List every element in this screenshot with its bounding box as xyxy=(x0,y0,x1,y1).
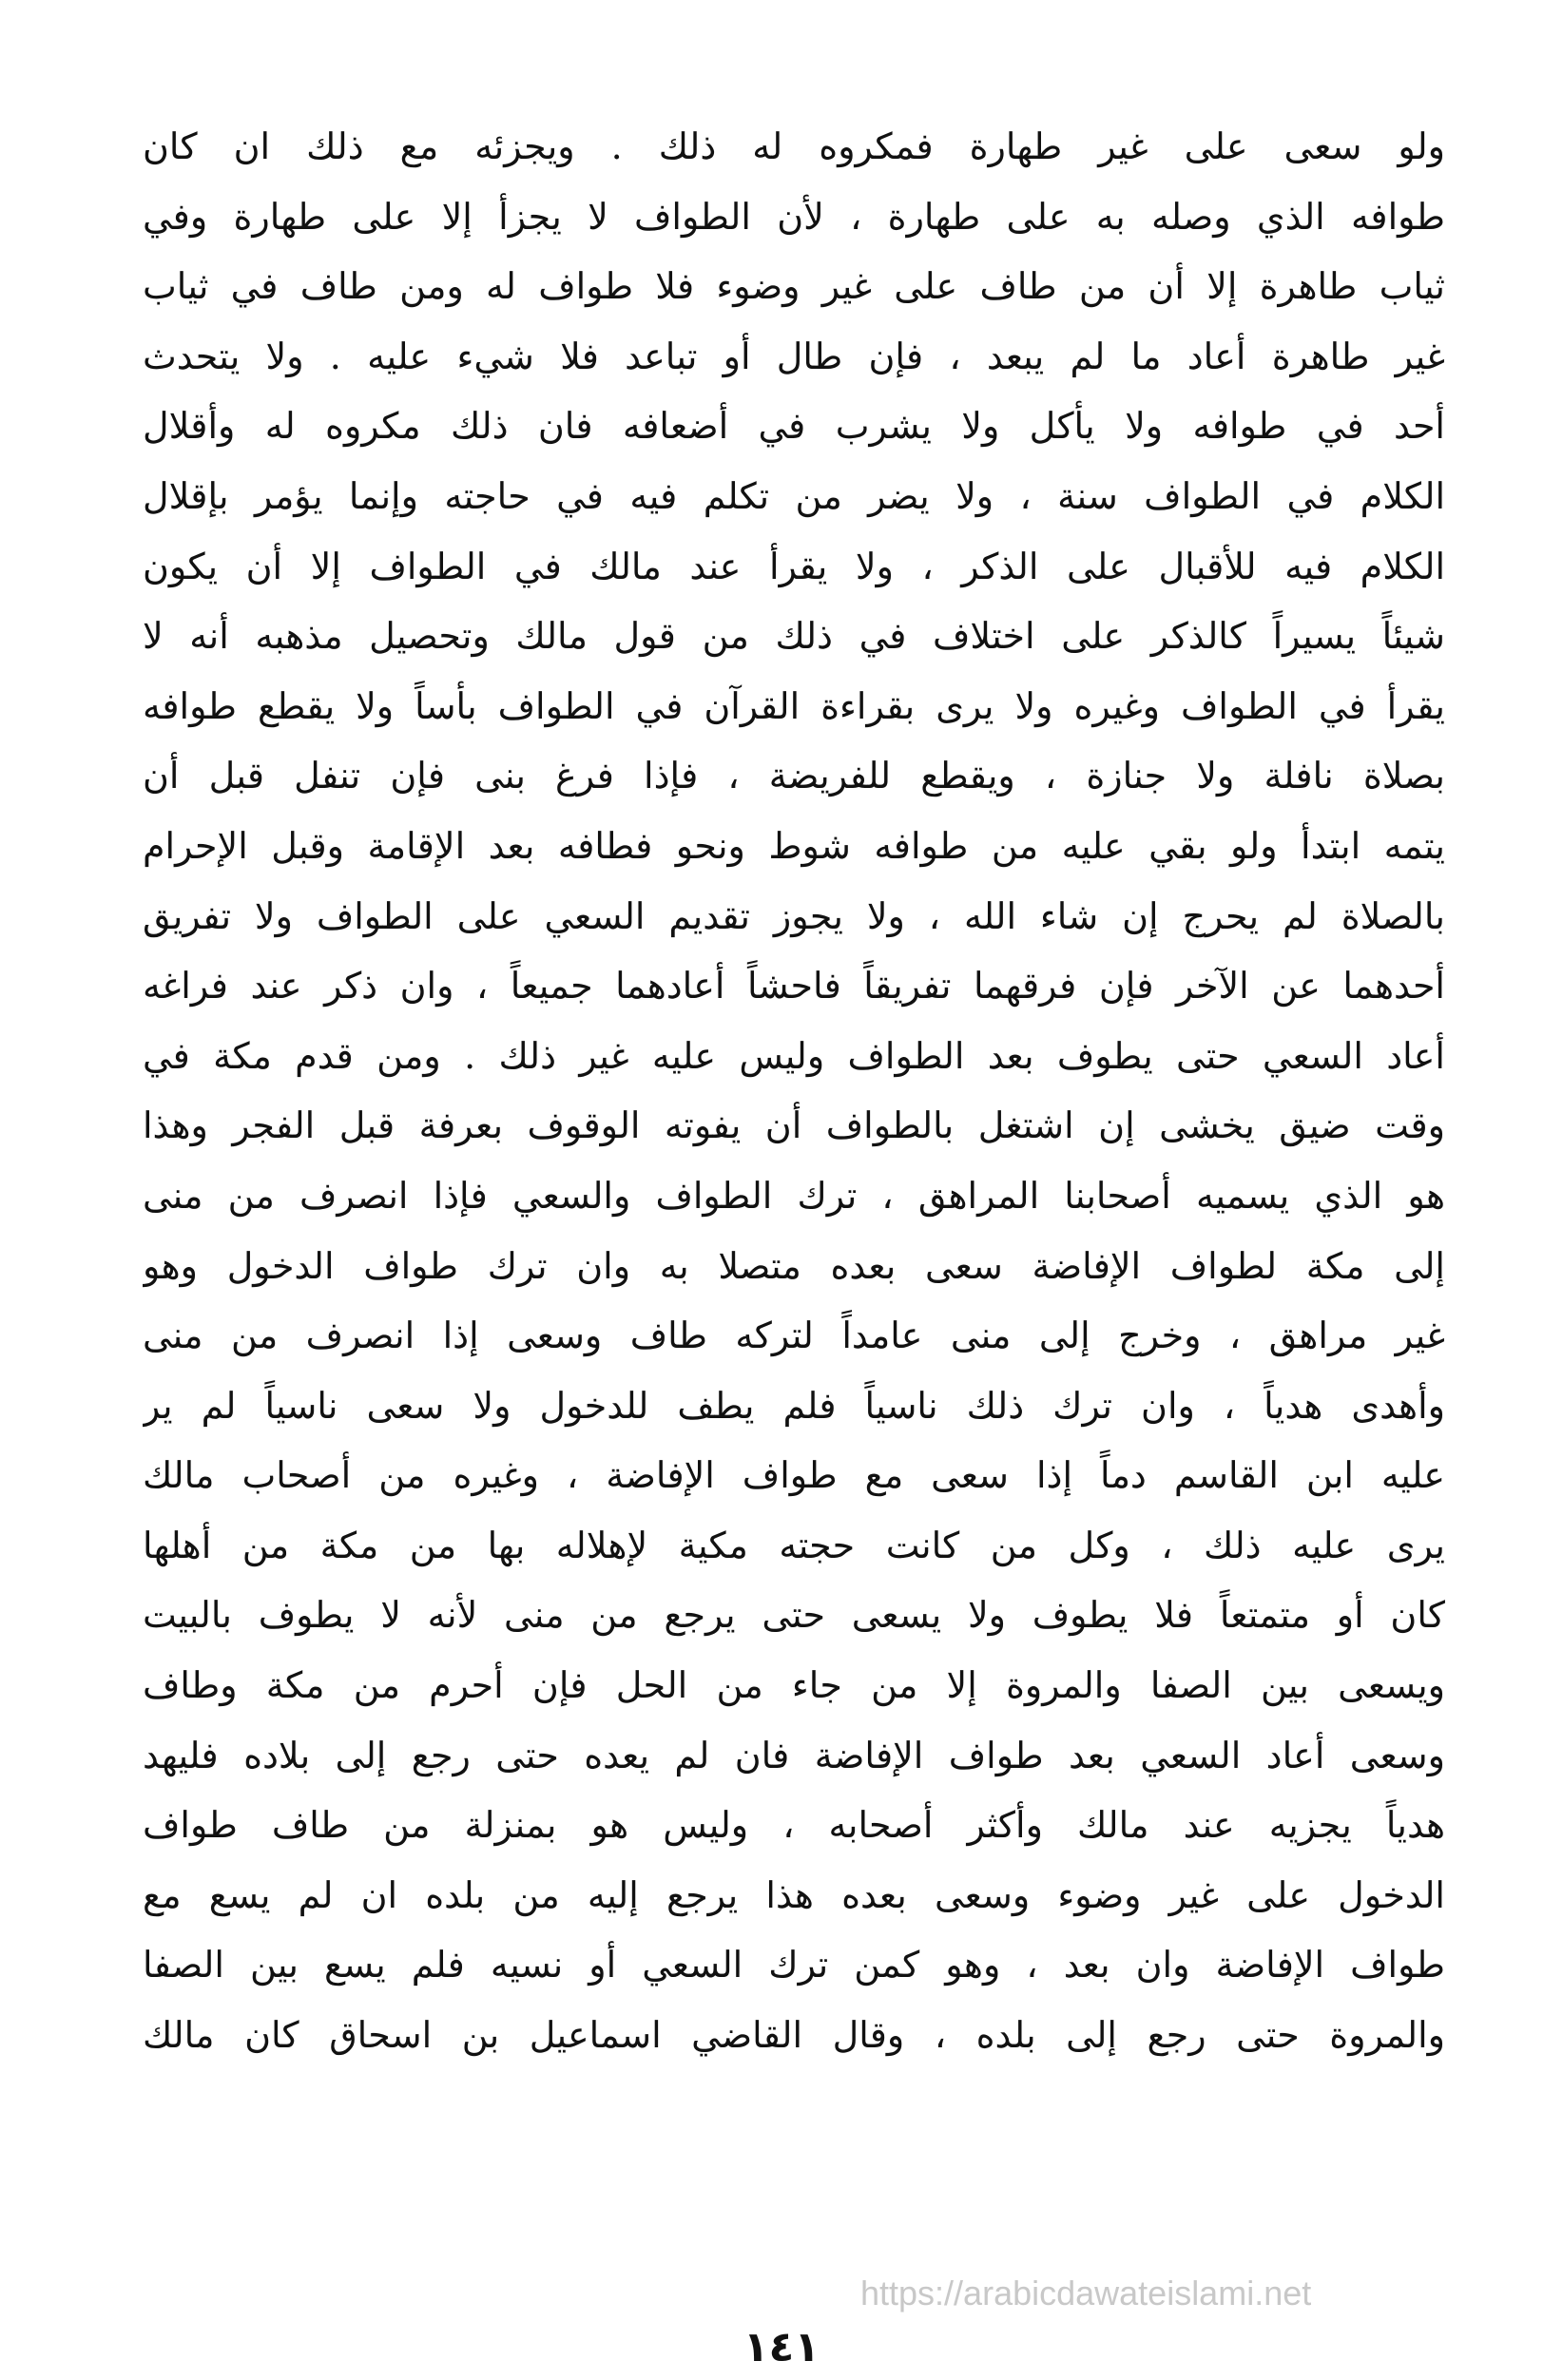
text-line: غير مراهق ، وخرج إلى منى عامداً لتركه طاف وسعى إذا انصرف من منى xyxy=(143,1315,1445,1357)
text-line: بصلاة نافلة ولا جنازة ، ويقطع للفريضة ، فإذا فرغ بنى فإن تنفل قبل أن xyxy=(143,755,1445,797)
text-line: شيئاً يسيراً كالذكر على اختلاف في ذلك من قول مالك وتحصيل مذهبه أنه لا xyxy=(143,615,1445,658)
text-line: وأهدى هدياً ، وان ترك ذلك ناسياً فلم يطف للدخول ولا سعى ناسياً لم ير xyxy=(143,1384,1445,1427)
text-line: ولو سعى على غير طهارة فمكروه له ذلك . ويجزئه مع ذلك ان كان xyxy=(143,125,1445,167)
text-line: ويسعى بين الصفا والمروة إلا من جاء من الحل فإن أحرم من مكة وطاف xyxy=(143,1664,1445,1707)
text-line: أحدهما عن الآخر فإن فرقهما تفريقاً فاحشاً أعادهما جميعاً ، وان ذكر عند فراغه xyxy=(143,965,1445,1008)
text-line: أحد في طوافه ولا يأكل ولا يشرب في أضعافه فان ذلك مكروه له وأقلال xyxy=(143,405,1445,448)
text-line: غير طاهرة أعاد ما لم يبعد ، فإن طال أو تباعد فلا شيء عليه . ولا يتحدث xyxy=(143,335,1445,377)
body-text xyxy=(143,112,1445,2071)
text-line: الكلام فيه للأقبال على الذكر ، ولا يقرأ عند مالك في الطواف إلا أن يكون xyxy=(143,545,1445,587)
text-line: يتمه ابتدأ ولو بقي عليه من طوافه شوط ونحو فطافه بعد الإقامة وقبل الإحرام xyxy=(143,824,1445,867)
text-line: بالصلاة لم يحرج إن شاء الله ، ولا يجوز تقديم السعي على الطواف ولا تفريق xyxy=(143,894,1445,937)
page-number: ١٤١ xyxy=(743,2323,820,2371)
text-line: ثياب طاهرة إلا أن من طاف على غير وضوء فلا طواف له ومن طاف في ثياب xyxy=(143,265,1445,308)
watermark-url: https://arabicdawateislami.net xyxy=(860,2274,1312,2313)
text-line: وسعى أعاد السعي بعد طواف الإفاضة فان لم يعده حتى رجع إلى بلاده فليهد xyxy=(143,1734,1445,1776)
text-line: طواف الإفاضة وان بعد ، وهو كمن ترك السعي أو نسيه فلم يسع بين الصفا xyxy=(143,1944,1445,1987)
text-line: إلى مكة لطواف الإفاضة سعى بعده متصلا به وان ترك طواف الدخول وهو xyxy=(143,1244,1445,1287)
text-line: عليه ابن القاسم دماً إذا سعى مع طواف الإفاضة ، وغيره من أصحاب مالك xyxy=(143,1454,1445,1497)
text-line: والمروة حتى رجع إلى بلده ، وقال القاضي اسماعيل بن اسحاق كان مالك xyxy=(143,2014,1445,2057)
text-line: الدخول على غير وضوء وسعى بعده هذا يرجع إليه من بلده ان لم يسع مع xyxy=(143,1873,1445,1916)
text-line: طوافه الذي وصله به على طهارة ، لأن الطواف لا يجزأ إلا على طهارة وفي xyxy=(143,195,1445,238)
text-line: هو الذي يسميه أصحابنا المراهق ، ترك الطواف والسعي فإذا انصرف من منى xyxy=(143,1174,1445,1217)
text-line: يرى عليه ذلك ، وكل من كانت حجته مكية لإهلاله بها من مكة من أهلها xyxy=(143,1524,1445,1566)
text-line: يقرأ في الطواف وغيره ولا يرى بقراءة القرآن في الطواف بأساً ولا يقطع طوافه xyxy=(143,684,1445,727)
text-line: أعاد السعي حتى يطوف بعد الطواف وليس عليه غير ذلك . ومن قدم مكة في xyxy=(143,1034,1445,1077)
text-line: كان أو متمتعاً فلا يطوف ولا يسعى حتى يرجع من منى لأنه لا يطوف بالبيت xyxy=(143,1594,1445,1637)
text-line: هدياً يجزيه عند مالك وأكثر أصحابه ، وليس هو بمنزلة من طاف طواف xyxy=(143,1804,1445,1847)
text-line: وقت ضيق يخشى إن اشتغل بالطواف أن يفوته الوقوف بعرفة قبل الفجر وهذا xyxy=(143,1104,1445,1147)
text-line: الكلام في الطواف سنة ، ولا يضر من تكلم فيه في حاجته وإنما يؤمر بإقلال xyxy=(143,474,1445,517)
